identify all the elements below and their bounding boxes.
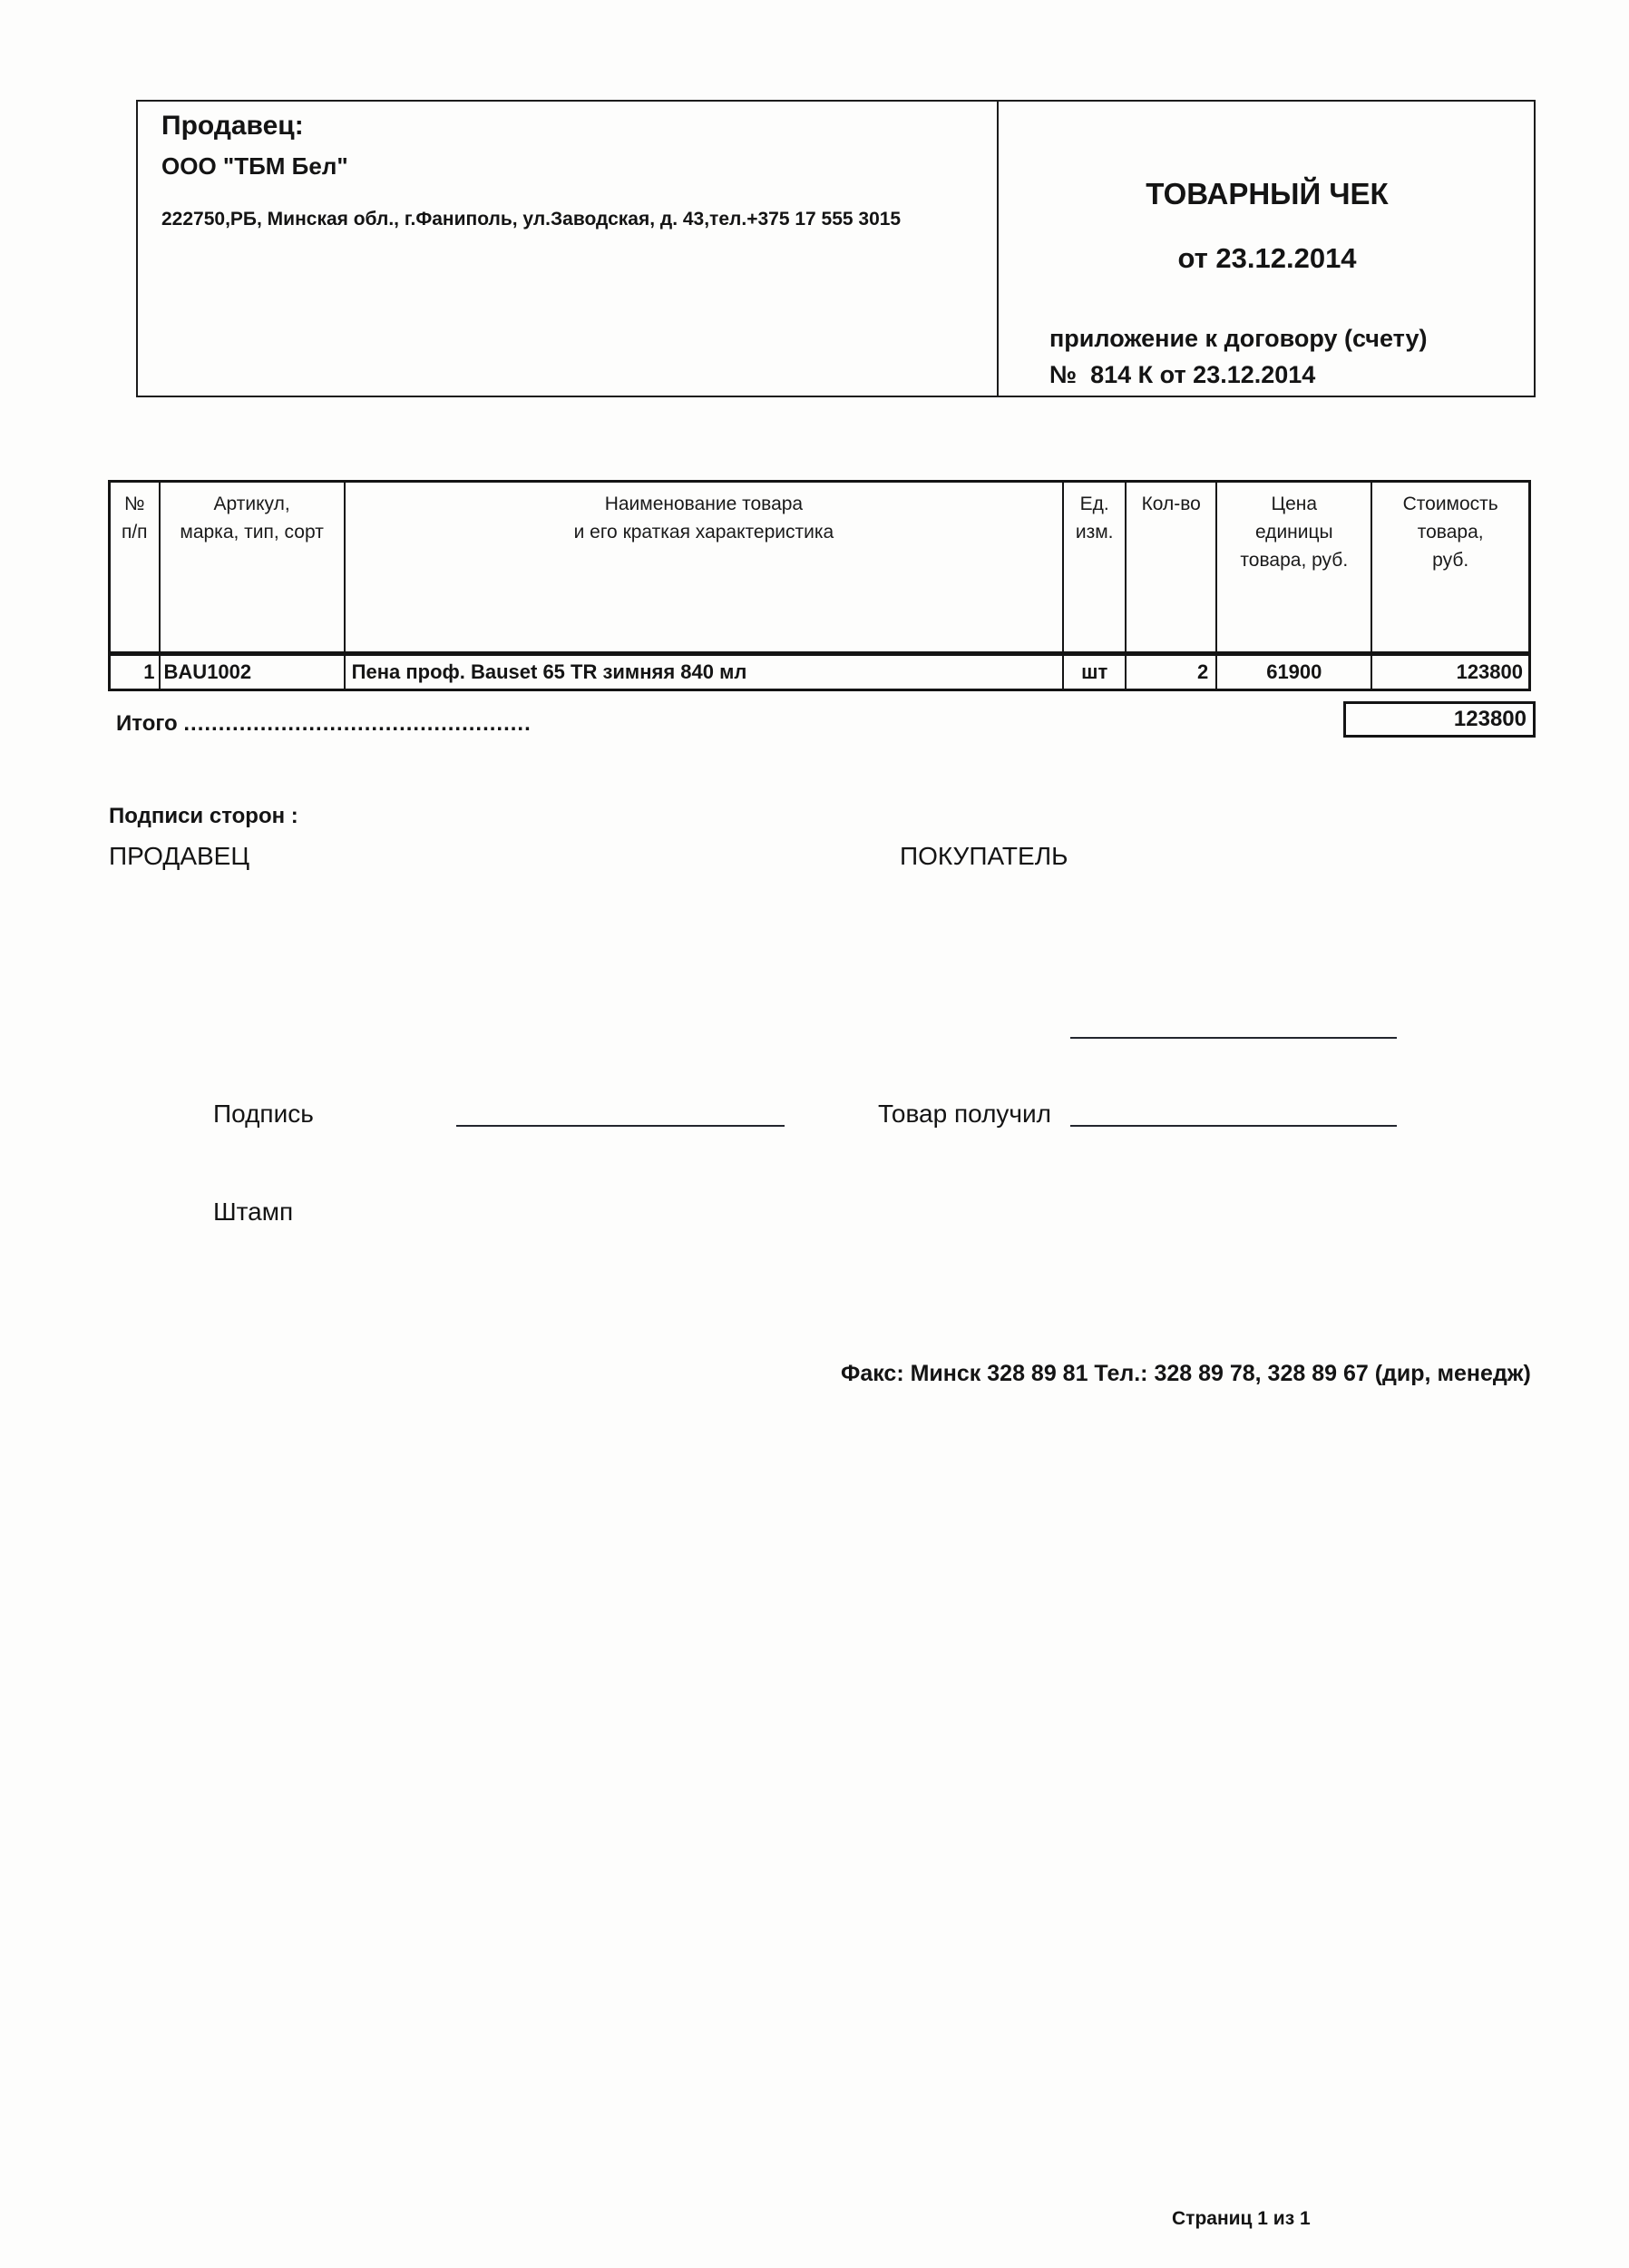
- col-header-cost-line2: руб.: [1432, 550, 1469, 571]
- col-header-cost-line1: Стоимость товара,: [1402, 494, 1509, 543]
- seller-address: 222750,РБ, Минская обл., г.Фаниполь, ул.Заводская, д. 43,тел.+375 17 555 3015: [161, 209, 902, 230]
- goods-table-row: [110, 654, 1530, 690]
- col-header-article-line1: Артикул,: [213, 494, 290, 514]
- seller-label: Продавец:: [161, 111, 304, 141]
- stamp-label: Штамп: [213, 1198, 294, 1226]
- row-unit: шт: [1063, 654, 1126, 690]
- signatures-heading: Подписи сторон :: [109, 804, 298, 828]
- col-header-unit-line2: изм.: [1075, 522, 1114, 543]
- seller-party-label: ПРОДАВЕЦ: [109, 842, 250, 870]
- receipt-header-right: [999, 102, 1536, 396]
- receipt-title: ТОВАРНЫЙ ЧЕК: [1146, 177, 1389, 210]
- seller-signature-line: [456, 1125, 785, 1127]
- col-header-unit: [1063, 482, 1126, 654]
- total-value-box: 123800: [1343, 701, 1536, 738]
- row-article: BAU1002: [160, 654, 345, 690]
- row-total: 123800: [1371, 654, 1529, 690]
- col-header-price-line2: единицы: [1254, 522, 1333, 543]
- fax-phone-line: Факс: Минск 328 89 81 Тел.: 328 89 78, 328 89 67 (дир, менедж): [841, 1361, 1531, 1386]
- col-header-name-line1: Наименование товара: [604, 494, 804, 514]
- col-header-name-line2: и его краткая характеристика: [573, 522, 834, 543]
- goods-received-line: [1070, 1125, 1397, 1127]
- col-header-price-line3: товара, руб.: [1240, 550, 1349, 571]
- row-qty: 2: [1126, 654, 1216, 690]
- total-label-line: [116, 711, 532, 737]
- goods-table: [108, 480, 1531, 691]
- annex-to-contract-line: приложение к договору (счету): [1049, 325, 1428, 352]
- col-header-cost: [1371, 482, 1529, 654]
- col-header-price-line1: Цена: [1271, 494, 1318, 514]
- signature-label: Подпись: [213, 1100, 314, 1128]
- col-header-unit-line1: Ед.: [1079, 494, 1109, 514]
- col-header-qty-line1: Кол-во: [1141, 494, 1201, 514]
- total-dots: ..................................................: [183, 711, 532, 736]
- seller-company: ООО "ТБМ Бел": [161, 152, 348, 180]
- col-header-price: [1216, 482, 1371, 654]
- goods-received-label: Товар получил: [878, 1100, 1051, 1128]
- goods-table-header-row: [110, 482, 1530, 654]
- header-box: [136, 100, 1536, 397]
- contract-number-line: № 814 К от 23.12.2014: [1049, 361, 1316, 388]
- row-name: Пена проф. Bauset 65 TR зимняя 840 мл: [345, 654, 1064, 690]
- col-header-article: [160, 482, 345, 654]
- page-count: Страниц 1 из 1: [1172, 2208, 1311, 2229]
- col-header-num: [110, 482, 160, 654]
- row-num: 1: [110, 654, 160, 690]
- col-header-qty: [1126, 482, 1216, 654]
- col-header-article-line2: марка, тип, сорт: [180, 522, 324, 543]
- col-header-num-line1: №: [124, 494, 145, 514]
- buyer-party-label: ПОКУПАТЕЛЬ: [900, 842, 1068, 870]
- buyer-signature-line-top: [1070, 1037, 1397, 1039]
- total-label: Итого: [116, 711, 184, 736]
- receipt-date: от 23.12.2014: [1177, 242, 1357, 274]
- row-unit-price: 61900: [1216, 654, 1371, 690]
- col-header-name: [345, 482, 1064, 654]
- col-header-num-line2: п/п: [121, 522, 148, 543]
